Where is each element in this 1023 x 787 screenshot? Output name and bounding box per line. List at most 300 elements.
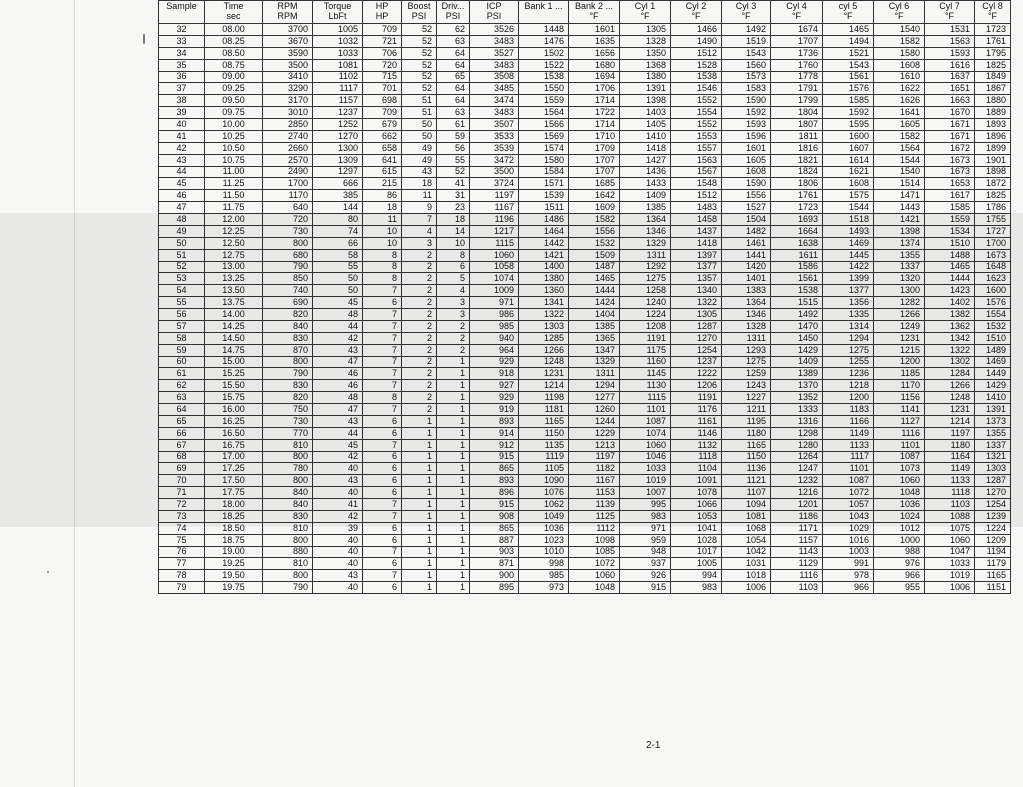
column-header xyxy=(925,1,975,24)
column-header xyxy=(569,1,620,24)
table-cell: 1663 xyxy=(925,95,975,107)
table-cell: 1166 xyxy=(823,415,874,427)
table-cell: 1087 xyxy=(823,475,874,487)
table-cell: 3485 xyxy=(470,83,519,95)
table-cell: 1185 xyxy=(874,368,925,380)
table-cell: 1157 xyxy=(313,95,363,107)
table-cell: 1322 xyxy=(519,309,569,321)
column-header xyxy=(519,1,569,24)
table-cell: 7 xyxy=(363,368,402,380)
table-cell: 1275 xyxy=(620,273,671,285)
table-cell: 08.00 xyxy=(205,24,263,36)
table-cell: 1227 xyxy=(722,392,771,404)
table-cell: 1019 xyxy=(620,475,671,487)
table-cell: 1328 xyxy=(620,35,671,47)
table-row xyxy=(159,83,1011,95)
table-cell: 1799 xyxy=(771,95,823,107)
table-cell: 1566 xyxy=(519,119,569,131)
table-cell: 1465 xyxy=(925,261,975,273)
table-cell: 1006 xyxy=(722,582,771,594)
column-header-unit: °F xyxy=(987,11,998,21)
table-cell: 1078 xyxy=(671,487,722,499)
table-cell: 60 xyxy=(159,356,205,368)
column-header-label: Bank 1 ... xyxy=(524,1,563,11)
table-cell: 5 xyxy=(437,273,470,285)
table-cell: 7 xyxy=(363,510,402,522)
table-row xyxy=(159,510,1011,522)
table-cell: 1778 xyxy=(771,71,823,83)
table-cell: 11 xyxy=(402,190,437,202)
column-header-unit: °F xyxy=(791,11,802,21)
table-cell: 1048 xyxy=(569,582,620,594)
table-cell: 66 xyxy=(159,427,205,439)
table-cell: 1518 xyxy=(823,214,874,226)
table-cell: 09.00 xyxy=(205,71,263,83)
table-cell: 1427 xyxy=(620,154,671,166)
table-cell: 1561 xyxy=(823,71,874,83)
table-cell: 1552 xyxy=(671,95,722,107)
table-cell: 1761 xyxy=(975,35,1011,47)
table-cell: 830 xyxy=(263,332,313,344)
table-cell: 4 xyxy=(402,225,437,237)
table-cell: 658 xyxy=(363,142,402,154)
table-row xyxy=(159,154,1011,166)
table-cell: 1441 xyxy=(722,249,771,261)
table-cell: 1493 xyxy=(823,225,874,237)
table-cell: 1346 xyxy=(722,309,771,321)
table-cell: 1511 xyxy=(519,202,569,214)
table-cell: 1714 xyxy=(569,119,620,131)
table-cell: 3724 xyxy=(470,178,519,190)
table-cell: 1047 xyxy=(925,546,975,558)
column-header xyxy=(159,1,205,24)
table-cell: 1222 xyxy=(671,368,722,380)
table-row xyxy=(159,119,1011,131)
table-cell: 915 xyxy=(470,499,519,511)
table-cell: 9 xyxy=(402,202,437,214)
table-cell: 1088 xyxy=(925,510,975,522)
table-cell: 1209 xyxy=(975,534,1011,546)
table-cell: 1186 xyxy=(771,510,823,522)
table-cell: 44 xyxy=(313,320,363,332)
table-cell: 1901 xyxy=(975,154,1011,166)
table-cell: 750 xyxy=(263,404,313,416)
table-cell: 66 xyxy=(313,237,363,249)
table-cell: 3670 xyxy=(263,35,313,47)
table-cell: 1161 xyxy=(671,415,722,427)
table-cell: 8 xyxy=(363,273,402,285)
table-row xyxy=(159,142,1011,154)
table-cell: 1727 xyxy=(975,225,1011,237)
table-cell: 1054 xyxy=(722,534,771,546)
table-cell: 1076 xyxy=(519,487,569,499)
table-cell: 50 xyxy=(313,285,363,297)
table-cell: 48 xyxy=(313,392,363,404)
table-cell: 937 xyxy=(620,558,671,570)
table-cell: 1297 xyxy=(313,166,363,178)
table-cell: 1364 xyxy=(620,214,671,226)
table-cell: 2 xyxy=(402,273,437,285)
table-row xyxy=(159,166,1011,178)
table-cell: 698 xyxy=(363,95,402,107)
table-row xyxy=(159,392,1011,404)
column-header xyxy=(470,1,519,24)
table-cell: 1424 xyxy=(569,297,620,309)
table-cell: 1127 xyxy=(874,415,925,427)
table-cell: 1670 xyxy=(925,107,975,119)
table-cell: 1254 xyxy=(975,499,1011,511)
table-cell: 1429 xyxy=(975,380,1011,392)
table-cell: 1444 xyxy=(925,273,975,285)
table-cell: 1539 xyxy=(519,190,569,202)
table-cell: 67 xyxy=(159,439,205,451)
table-cell: 1087 xyxy=(620,415,671,427)
table-cell: 1673 xyxy=(925,166,975,178)
table-cell: 35 xyxy=(159,59,205,71)
table-cell: 44 xyxy=(159,166,205,178)
table-cell: 983 xyxy=(671,582,722,594)
table-cell: 1101 xyxy=(874,439,925,451)
table-cell: 919 xyxy=(470,404,519,416)
table-cell: 1053 xyxy=(671,510,722,522)
table-cell: 1073 xyxy=(874,463,925,475)
table-cell: 1509 xyxy=(569,249,620,261)
table-cell: 1595 xyxy=(823,119,874,131)
table-cell: 1563 xyxy=(671,154,722,166)
table-cell: 1601 xyxy=(569,24,620,36)
column-header-unit: °F xyxy=(944,11,955,21)
table-cell: 840 xyxy=(263,499,313,511)
table-cell: 1825 xyxy=(975,59,1011,71)
scan-speck xyxy=(143,34,145,44)
table-cell: 1133 xyxy=(823,439,874,451)
table-cell: 1673 xyxy=(925,154,975,166)
table-cell: 1560 xyxy=(722,59,771,71)
table-row xyxy=(159,214,1011,226)
table-cell: 43 xyxy=(313,415,363,427)
table-cell: 8 xyxy=(437,249,470,261)
table-cell: 14.50 xyxy=(205,332,263,344)
table-cell: 53 xyxy=(159,273,205,285)
table-cell: 1224 xyxy=(620,309,671,321)
table-cell: 1487 xyxy=(569,261,620,273)
table-cell: 1616 xyxy=(925,59,975,71)
table-cell: 51 xyxy=(402,107,437,119)
table-cell: 1179 xyxy=(975,558,1011,570)
table-cell: 3508 xyxy=(470,71,519,83)
table-cell: 1373 xyxy=(975,415,1011,427)
table-cell: 1 xyxy=(437,570,470,582)
table-cell: 1364 xyxy=(722,297,771,309)
table-cell: 1260 xyxy=(569,404,620,416)
column-header-unit: °F xyxy=(640,11,650,21)
column-header-label: Bank 2 ... xyxy=(574,1,614,11)
table-cell: 48 xyxy=(313,309,363,321)
table-cell: 1816 xyxy=(771,142,823,154)
table-cell: 1528 xyxy=(671,59,722,71)
table-cell: 18.75 xyxy=(205,534,263,546)
table-cell: 1409 xyxy=(620,190,671,202)
table-cell: 790 xyxy=(263,261,313,273)
table-cell: 1403 xyxy=(620,107,671,119)
column-header-label: Torque xyxy=(323,1,352,11)
table-cell: 1 xyxy=(402,534,437,546)
table-cell: 18 xyxy=(437,214,470,226)
table-cell: 77 xyxy=(159,558,205,570)
table-cell: 1043 xyxy=(823,510,874,522)
table-cell: 1012 xyxy=(874,522,925,534)
table-cell: 45 xyxy=(313,297,363,309)
table-cell: 78 xyxy=(159,570,205,582)
column-header xyxy=(671,1,722,24)
table-cell: 1048 xyxy=(874,487,925,499)
table-cell: 09.50 xyxy=(205,95,263,107)
table-cell: 1303 xyxy=(975,463,1011,475)
table-cell: 1252 xyxy=(313,119,363,131)
table-cell: 2 xyxy=(402,404,437,416)
table-cell: 11.50 xyxy=(205,190,263,202)
table-cell: 1239 xyxy=(975,510,1011,522)
table-cell: 2 xyxy=(402,392,437,404)
table-cell: 1244 xyxy=(569,415,620,427)
table-cell: 11.75 xyxy=(205,202,263,214)
table-cell: 215 xyxy=(363,178,402,190)
table-cell: 1449 xyxy=(975,368,1011,380)
table-cell: 2 xyxy=(402,320,437,332)
table-cell: 1575 xyxy=(823,190,874,202)
table-cell: 1567 xyxy=(671,166,722,178)
table-cell: 915 xyxy=(470,451,519,463)
table-cell: 1254 xyxy=(671,344,722,356)
table-cell: 1136 xyxy=(722,463,771,475)
table-cell: 1 xyxy=(437,392,470,404)
table-cell: 850 xyxy=(263,273,313,285)
table-cell: 1266 xyxy=(874,309,925,321)
table-row xyxy=(159,368,1011,380)
table-cell: 790 xyxy=(263,582,313,594)
table-cell: 43 xyxy=(313,475,363,487)
table-cell: 42 xyxy=(313,451,363,463)
table-cell: 1033 xyxy=(925,558,975,570)
table-cell: 1561 xyxy=(771,273,823,285)
table-cell: 1580 xyxy=(519,154,569,166)
table-cell: 19.75 xyxy=(205,582,263,594)
table-cell: 908 xyxy=(470,510,519,522)
table-cell: 1003 xyxy=(823,546,874,558)
table-cell: 926 xyxy=(620,570,671,582)
table-cell: 1237 xyxy=(313,107,363,119)
table-cell: 1195 xyxy=(722,415,771,427)
table-cell: 1143 xyxy=(771,546,823,558)
table-cell: 7 xyxy=(363,499,402,511)
table-cell: 983 xyxy=(620,510,671,522)
table-cell: 1512 xyxy=(671,47,722,59)
table-cell: 19.00 xyxy=(205,546,263,558)
table-cell: 2 xyxy=(402,332,437,344)
table-cell: 3 xyxy=(402,237,437,249)
table-cell: 1 xyxy=(402,415,437,427)
table-cell: 1237 xyxy=(671,356,722,368)
table-cell: 800 xyxy=(263,534,313,546)
table-cell: 810 xyxy=(263,558,313,570)
table-cell: 1229 xyxy=(569,427,620,439)
table-cell: 1553 xyxy=(671,130,722,142)
table-cell: 1443 xyxy=(874,202,925,214)
table-cell: 13.25 xyxy=(205,273,263,285)
table-cell: 1608 xyxy=(823,178,874,190)
table-cell: 1180 xyxy=(925,439,975,451)
table-cell: 1898 xyxy=(975,166,1011,178)
table-cell: 12.50 xyxy=(205,237,263,249)
table-row xyxy=(159,320,1011,332)
table-cell: 40 xyxy=(313,534,363,546)
table-cell: 1374 xyxy=(874,237,925,249)
table-cell: 1046 xyxy=(620,451,671,463)
table-cell: 1036 xyxy=(519,522,569,534)
table-cell: 1270 xyxy=(975,487,1011,499)
table-cell: 1617 xyxy=(925,190,975,202)
table-cell: 63 xyxy=(437,35,470,47)
table-cell: 1804 xyxy=(771,107,823,119)
table-cell: 64 xyxy=(159,404,205,416)
column-header xyxy=(402,1,437,24)
table-row xyxy=(159,225,1011,237)
table-cell: 1 xyxy=(402,522,437,534)
table-cell: 45 xyxy=(159,178,205,190)
table-cell: 2570 xyxy=(263,154,313,166)
table-cell: 15.75 xyxy=(205,392,263,404)
table-cell: 1151 xyxy=(975,582,1011,594)
table-cell: 1314 xyxy=(823,320,874,332)
table-cell: 39 xyxy=(159,107,205,119)
table-cell: 929 xyxy=(470,392,519,404)
table-cell: 10 xyxy=(363,225,402,237)
table-cell: 1466 xyxy=(671,24,722,36)
table-cell: 978 xyxy=(823,570,874,582)
table-cell: 1320 xyxy=(874,273,925,285)
table-cell: 1685 xyxy=(569,178,620,190)
table-cell: 40 xyxy=(159,119,205,131)
table-cell: 1383 xyxy=(722,285,771,297)
table-cell: 2 xyxy=(402,368,437,380)
table-cell: 1165 xyxy=(975,570,1011,582)
table-cell: 1049 xyxy=(519,510,569,522)
table-cell: 80 xyxy=(313,214,363,226)
table-cell: 31 xyxy=(437,190,470,202)
table-cell: 50 xyxy=(402,119,437,131)
table-cell: 69 xyxy=(159,463,205,475)
table-cell: 3533 xyxy=(470,130,519,142)
column-header-label: ICP xyxy=(486,1,502,11)
table-cell: 1592 xyxy=(823,107,874,119)
table-cell: 52 xyxy=(402,71,437,83)
table-cell: 1461 xyxy=(722,237,771,249)
table-cell: 65 xyxy=(159,415,205,427)
table-cell: 1582 xyxy=(874,35,925,47)
table-cell: 1248 xyxy=(925,392,975,404)
table-cell: 1198 xyxy=(519,392,569,404)
table-cell: 37 xyxy=(159,83,205,95)
table-cell: 1707 xyxy=(771,35,823,47)
table-cell: 1543 xyxy=(722,47,771,59)
table-cell: 1867 xyxy=(975,83,1011,95)
table-cell: 1007 xyxy=(620,487,671,499)
table-row xyxy=(159,24,1011,36)
table-row xyxy=(159,522,1011,534)
table-cell: 1183 xyxy=(823,404,874,416)
table-cell: 3590 xyxy=(263,47,313,59)
table-cell: 42 xyxy=(159,142,205,154)
table-cell: 1635 xyxy=(569,35,620,47)
table-cell: 1075 xyxy=(925,522,975,534)
table-cell: 18.50 xyxy=(205,522,263,534)
table-cell: 1 xyxy=(437,522,470,534)
table-cell: 1311 xyxy=(569,368,620,380)
table-cell: 1 xyxy=(402,475,437,487)
table-cell: 1141 xyxy=(874,404,925,416)
table-cell: 1510 xyxy=(975,332,1011,344)
table-cell: 1153 xyxy=(569,487,620,499)
table-cell: 58 xyxy=(159,332,205,344)
table-cell: 1340 xyxy=(671,285,722,297)
table-cell: 1176 xyxy=(671,404,722,416)
table-row xyxy=(159,380,1011,392)
table-cell: 1 xyxy=(437,427,470,439)
table-cell: 6 xyxy=(363,582,402,594)
table-cell: 1538 xyxy=(671,71,722,83)
table-cell: 1029 xyxy=(823,522,874,534)
table-cell: 1074 xyxy=(620,427,671,439)
table-cell: 1322 xyxy=(925,344,975,356)
table-cell: 2 xyxy=(402,249,437,261)
table-cell: 690 xyxy=(263,297,313,309)
table-row xyxy=(159,249,1011,261)
table-cell: 1502 xyxy=(519,47,569,59)
table-cell: 641 xyxy=(363,154,402,166)
table-cell: 1564 xyxy=(874,142,925,154)
table-cell: 1582 xyxy=(569,214,620,226)
table-cell: 1215 xyxy=(874,344,925,356)
table-cell: 1352 xyxy=(771,392,823,404)
table-cell: 1058 xyxy=(470,261,519,273)
table-cell: 1146 xyxy=(671,427,722,439)
table-cell: 1590 xyxy=(722,178,771,190)
table-row xyxy=(159,261,1011,273)
table-row xyxy=(159,297,1011,309)
table-cell: 1 xyxy=(437,582,470,594)
table-cell: 870 xyxy=(263,344,313,356)
table-cell: 1709 xyxy=(569,142,620,154)
table-cell: 1214 xyxy=(925,415,975,427)
table-cell: 1563 xyxy=(925,35,975,47)
table-cell: 1107 xyxy=(722,487,771,499)
table-cell: 1409 xyxy=(771,356,823,368)
table-cell: 3474 xyxy=(470,95,519,107)
table-cell: 1316 xyxy=(771,415,823,427)
table-cell: 1576 xyxy=(823,83,874,95)
table-cell: 1 xyxy=(437,439,470,451)
table-cell: 8 xyxy=(363,249,402,261)
table-cell: 2 xyxy=(402,356,437,368)
table-cell: 73 xyxy=(159,510,205,522)
table-cell: 1693 xyxy=(771,214,823,226)
table-cell: 1573 xyxy=(722,71,771,83)
table-cell: 720 xyxy=(263,214,313,226)
table-cell: 1292 xyxy=(620,261,671,273)
table-cell: 1806 xyxy=(771,178,823,190)
table-cell: 52 xyxy=(402,24,437,36)
table-cell: 3527 xyxy=(470,47,519,59)
